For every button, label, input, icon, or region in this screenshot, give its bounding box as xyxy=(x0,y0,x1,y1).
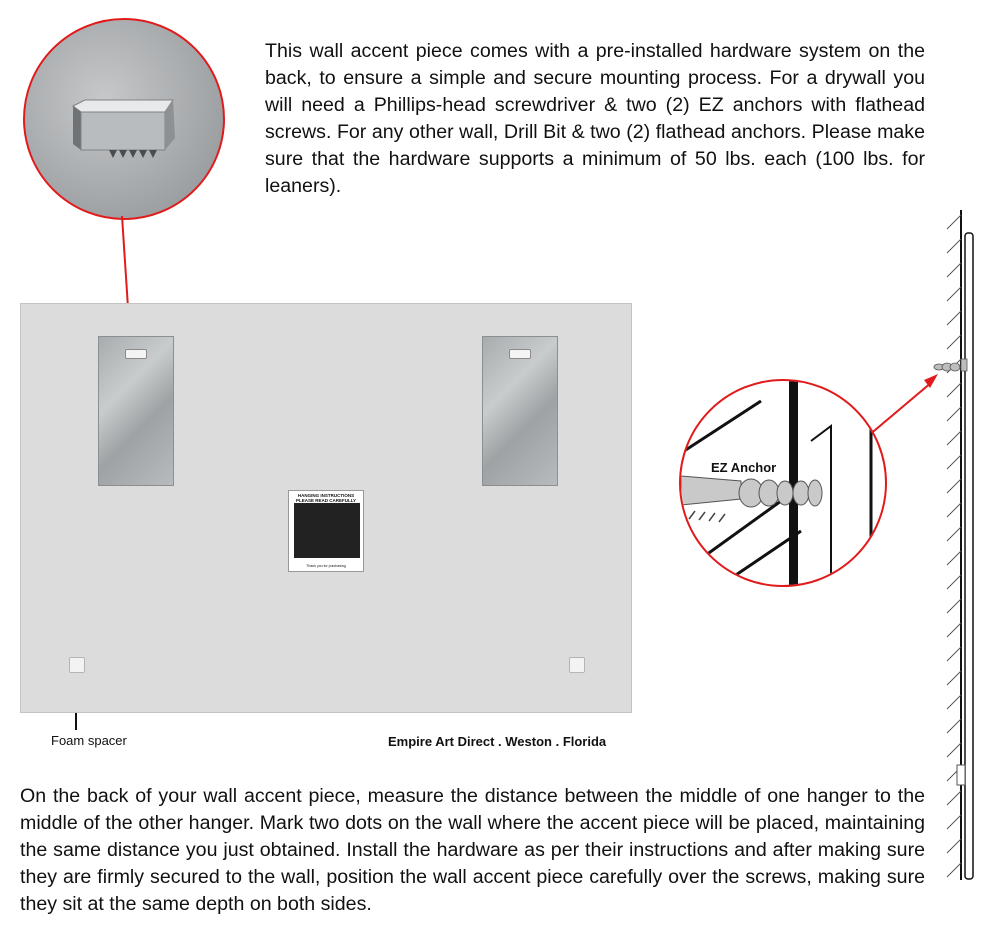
company-line: Empire Art Direct . Weston . Florida xyxy=(388,734,607,749)
foam-spacer-left xyxy=(69,657,85,673)
screw-icon xyxy=(934,359,967,371)
hanging-instructions-label xyxy=(288,490,364,572)
hook-icon xyxy=(509,349,531,359)
ez-anchor-label: EZ Anchor xyxy=(711,460,777,475)
anchor-closeup-icon xyxy=(681,381,885,585)
label-footer: Thank you for purchasing xyxy=(306,564,346,568)
anchor-zoom-callout xyxy=(679,379,887,587)
foam-spacer-caption: Foam spacer xyxy=(51,733,127,748)
label-title: HANGING INSTRUCTIONS PLEASE READ CAREFULLY xyxy=(295,493,357,503)
label-text-block xyxy=(294,503,360,558)
outro-paragraph: On the back of your wall accent piece, measure the distance between the middle of one hanger to the middle of the other hanger. Mark two dots on the wall where the accent piece will be placed, maintaining the same distance you just obtained. Install the hardware as per their instructions and after making sure they are firmly secured to the wall, position the wall accent piece carefully over the screws, making sure they sit at the same depth on both sides. xyxy=(20,785,925,915)
intro-paragraph: This wall accent piece comes with a pre-installed hardware system on the back, to ensure a simple and secure mounting process. For a drywall you will need a Phillips-head screwdriver & two (2) EZ anchors with flathead screws. For any other wall, Drill Bit & two (2) flathead anchors. Please make sure that the hardware supports a minimum of 50 lbs. each (100 lbs. for leaners). xyxy=(265,40,925,197)
wall-side-view xyxy=(925,205,985,885)
foam-spacer-right xyxy=(569,657,585,673)
hanger-plate-left xyxy=(98,336,174,486)
hook-icon xyxy=(125,349,147,359)
accent-piece-profile xyxy=(965,233,973,879)
hanger-plate-right xyxy=(482,336,558,486)
